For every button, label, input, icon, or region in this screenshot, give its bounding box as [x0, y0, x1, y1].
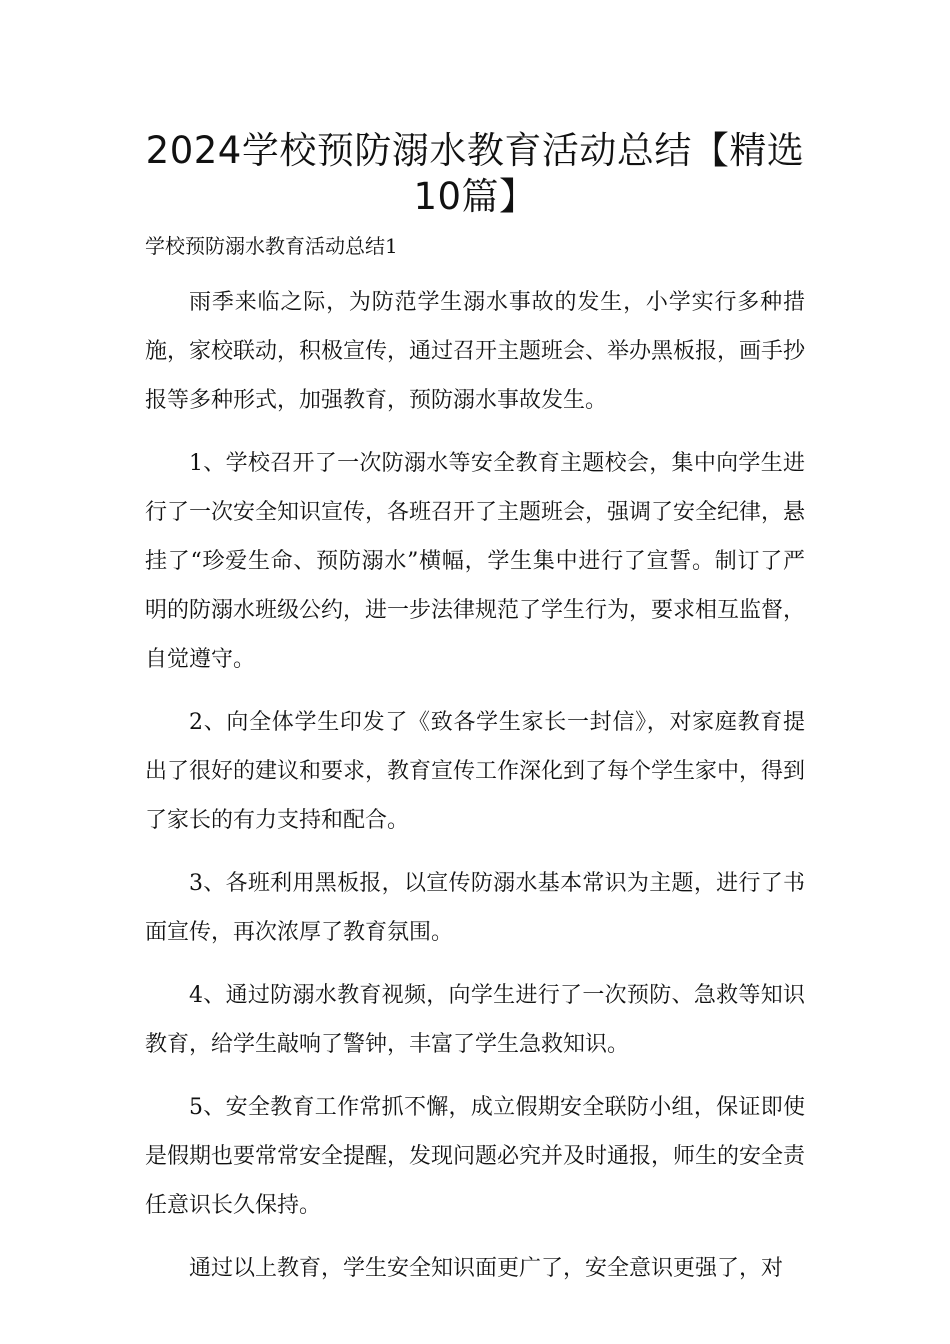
paragraph-item-2: 2、向全体学生印发了《致各学生家长一封信》，对家庭教育提出了很好的建议和要求，教育宣传工作深化到了每个学生家中，得到了家长的有力支持和配合。 [145, 710, 806, 833]
paragraph-item-5: 5、安全教育工作常抓不懈，成立假期安全联防小组，保证即使是假期也要常常安全提醒，发现问题必究并及时通报，师生的安全责任意识长久保持。 [145, 1095, 806, 1218]
paragraph-conclusion: 通过以上教育，学生安全知识面更广了，安全意识更强了，对 [189, 1256, 784, 1281]
paragraph-item-3: 3、各班利用黑板报，以宣传防溺水基本常识为主题，进行了书面宣传，再次浓厚了教育氛围。 [145, 871, 805, 945]
section-heading: 学校预防溺水教育活动总结1 [145, 234, 398, 258]
document-title [145, 128, 805, 220]
document-title-line-2: 10篇】 [413, 175, 537, 218]
paragraph-intro: 雨季来临之际，为防范学生溺水事故的发生，小学实行多种措施，家校联动，积极宣传，通过召开主题班会、举办黑板报，画手抄报等多种形式，加强教育，预防溺水事故发生。 [145, 290, 806, 413]
paragraph-item-1: 1、学校召开了一次防溺水等安全教育主题校会，集中向学生进行了一次安全知识宣传，各班召开了主题班会，强调了安全纪律，悬挂了“珍爱生命、预防溺水”横幅，学生集中进行了宣誓。制订了严明的防溺水班级公约，进一步法律规范了学生行为，要求相互监督，自觉遵守。 [145, 451, 806, 672]
paragraph-item-4: 4、通过防溺水教育视频，向学生进行了一次预防、急救等知识教育，给学生敲响了警钟，丰富了学生急救知识。 [145, 983, 805, 1057]
document-title-line-1: 2024学校预防溺水教育活动总结【精选 [145, 129, 805, 172]
